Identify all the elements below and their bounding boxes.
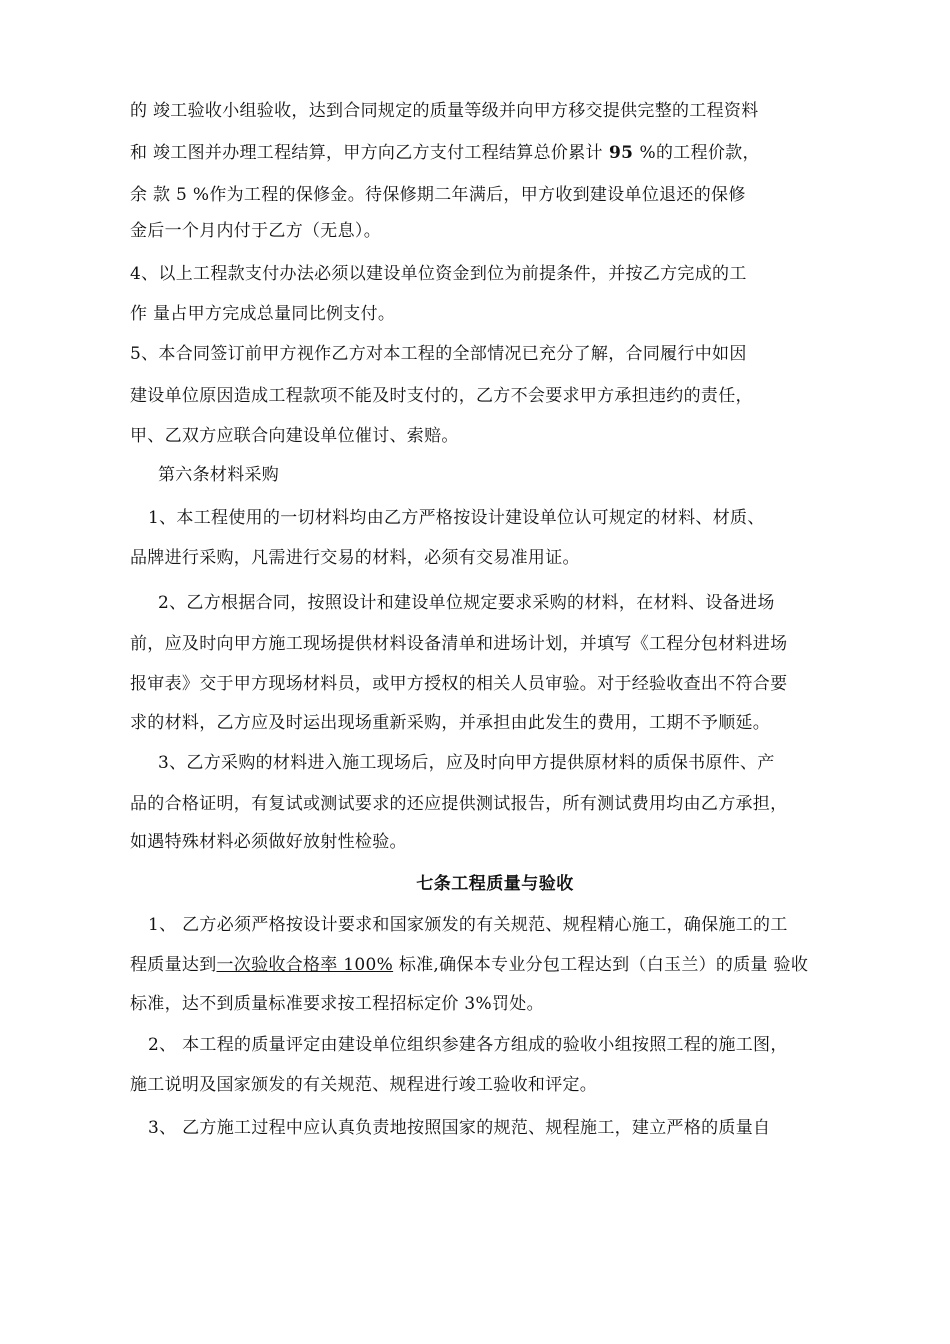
text-line: 标准，达不到质量标准要求按工程招标定价 3%罚处。: [130, 994, 544, 1014]
text-line: 5、本合同签订前甲方视作乙方对本工程的全部情况已充分了解，合同履行中如因: [130, 344, 747, 364]
text-line: 施工说明及国家颁发的有关规范、规程进行竣工验收和评定。: [130, 1075, 598, 1095]
text-line: 2、乙方根据合同，按照设计和建设单位规定要求采购的材料，在材料、设备进场: [158, 593, 775, 613]
section-title: 第六条材料采购: [158, 465, 280, 485]
text-segment: %作为工程的保修金。待保修期二年满后，甲方收到建设单位退还的保修: [192, 185, 746, 205]
text-line: 的 竣工验收小组验收，达到合同规定的质量等级并向甲方移交提供完整的工程资料: [130, 101, 759, 121]
text-line: [130, 141, 860, 165]
text-segment: 标准,确保本专业分包工程达到（白玉兰）的质量 验收: [393, 955, 809, 975]
percentage-value: 5: [176, 185, 188, 205]
text-line: 金后一个月内付于乙方（无息）。: [130, 221, 381, 241]
text-segment: 程质量达到: [130, 955, 217, 975]
text-line: 前，应及时向甲方施工现场提供材料设备清单和进场计划，并填写《工程分包材料进场: [130, 634, 788, 654]
text-line: 4、以上工程款支付办法必须以建设单位资金到位为前提条件，并按乙方完成的工: [130, 264, 747, 284]
text-line: 建设单位原因造成工程款项不能及时支付的，乙方不会要求甲方承担违约的责任，: [130, 386, 753, 406]
text-line: 甲、乙双方应联合向建设单位催讨、索赔。: [130, 426, 459, 446]
text-line: 作 量占甲方完成总量同比例支付。: [130, 304, 396, 324]
text-line: 3、乙方采购的材料进入施工现场后，应及时向甲方提供原材料的质保书原件、产: [158, 753, 775, 773]
text-segment: 和 竣工图并办理工程结算，甲方向乙方支付工程结算总价累计: [130, 143, 603, 163]
text-segment: 余 款: [130, 185, 171, 205]
text-line: 1、本工程使用的一切材料均由乙方严格按设计建设单位认可规定的材料、材质、: [148, 508, 765, 528]
section-heading: 七条工程质量与验收: [416, 874, 574, 894]
text-line: [130, 953, 860, 977]
text-line: 求的材料，乙方应及时运出现场重新采购，并承担由此发生的费用，工期不予顺延。: [130, 713, 771, 733]
text-line: 1、 乙方必须严格按设计要求和国家颁发的有关规范、规程精心施工，确保施工的工: [148, 915, 788, 935]
text-line: 品牌进行采购，凡需进行交易的材料，必须有交易准用证。: [130, 548, 580, 568]
text-line: 品的合格证明，有复试或测试要求的还应提供测试报告，所有测试费用均由乙方承担，: [130, 794, 788, 814]
text-line: 如遇特殊材料必须做好放射性检验。: [130, 832, 407, 852]
text-segment: %的工程价款，: [639, 143, 760, 163]
underlined-standard: 一次验收合格率 100%: [216, 955, 394, 975]
text-line: [130, 183, 860, 207]
percentage-value: 95: [602, 143, 640, 163]
text-line: 2、 本工程的质量评定由建设单位组织参建各方组成的验收小组按照工程的施工图，: [148, 1035, 788, 1055]
text-line: 报审表》交于甲方现场材料员，或甲方授权的相关人员审验。对于经验收查出不符合要: [130, 674, 788, 694]
text-line: 3、 乙方施工过程中应认真负责地按照国家的规范、规程施工，建立严格的质量自: [148, 1118, 771, 1138]
